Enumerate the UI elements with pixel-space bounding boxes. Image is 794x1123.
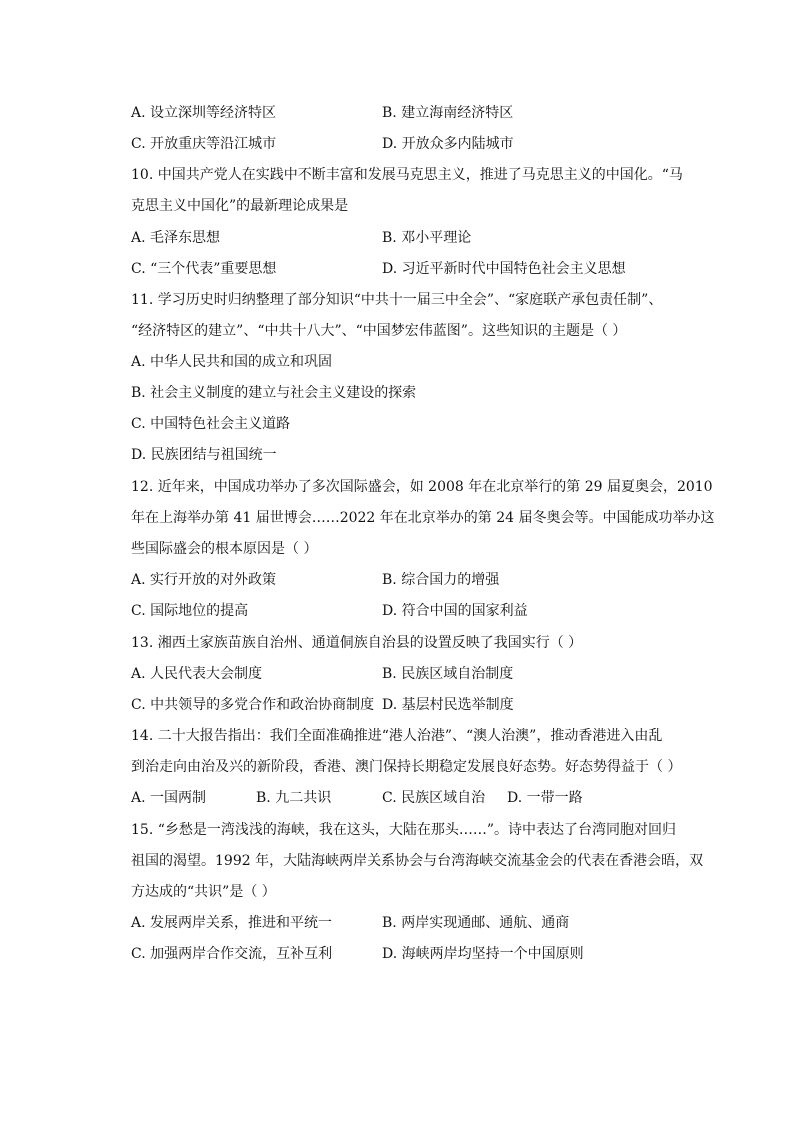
q12-option-b: B. 综合国力的增强 [382,572,500,588]
q14-stem-line2: 到治走向由治及兴的新阶段，香港、澳门保持长期稳定发展良好态势。好态势得益于（ ） [131,759,682,775]
q11-option-c: C. 中国特色社会主义道路 [131,416,291,432]
q10-option-b: B. 邓小平理论 [382,230,472,246]
q12-stem-line2: 年在上海举办第 41 届世博会……2022 年在北京举办的第 24 届冬奥会等。中国能成功举办这 [131,510,715,526]
q12-stem-line1: 12. 近年来，中国成功举办了多次国际盛会，如 2008 年在北京举行的第 29 届夏奥会，2010 [131,479,713,495]
q10-option-a: A. 毛泽东思想 [131,230,221,246]
q11-option-b: B. 社会主义制度的建立与社会主义建设的探索 [131,385,417,401]
q14-option-b: B. 九二共识 [256,790,332,806]
q13-option-b: B. 民族区域自治制度 [382,666,514,682]
q11-option-a: A. 中华人民共和国的成立和巩固 [131,354,333,370]
q14-option-c: C. 民族区域自治 [382,790,486,806]
q10-stem-line1: 10. 中国共产党人在实践中不断丰富和发展马克思主义，推进了马克思主义的中国化。“马 [131,167,683,183]
q15-option-b: B. 两岸实现通邮、通航、通商 [382,915,570,931]
q10-option-d: D. 习近平新时代中国特色社会主义思想 [382,261,626,277]
q13-option-c: C. 中共领导的多党合作和政治协商制度 [131,697,375,713]
q12-option-d: D. 符合中国的国家利益 [382,603,528,619]
q11-stem-line1: 11. 学习历史时归纳整理了部分知识“中共十一届三中全会”、“家庭联产承包责任制”、 [131,292,663,308]
q11-stem-line2: “经济特区的建立”、“中共十八大”、“中国梦宏伟蓝图”。这些知识的主题是（ ） [131,323,627,339]
q15-stem-line3: 方达成的“共识”是（ ） [131,884,276,900]
q15-stem-line2: 祖国的渴望。1992 年，大陆海峡两岸关系协会与台湾海峡交流基金会的代表在香港会晤，双 [131,853,704,869]
q9-option-b: B. 建立海南经济特区 [382,105,514,121]
q15-option-d: D. 海峡两岸均坚持一个中国原则 [382,946,584,962]
q9-option-a: A. 设立深圳等经济特区 [131,105,277,121]
q9-option-d: D. 开放众多内陆城市 [382,136,514,152]
q14-option-d: D. 一带一路 [507,790,583,806]
q12-stem-line3: 些国际盛会的根本原因是（ ） [131,541,318,557]
q11-option-d: D. 民族团结与祖国统一 [131,447,277,463]
q15-option-a: A. 发展两岸关系，推进和平统一 [131,915,333,931]
q14-option-a: A. 一国两制 [131,790,207,806]
q13-option-d: D. 基层村民选举制度 [382,697,514,713]
q10-stem-line2: 克思主义中国化”的最新理论成果是 [131,198,349,214]
q14-stem-line1: 14. 二十大报告指出：我们全面准确推进“港人治港”、“澳人治澳”，推动香港进入由乱 [131,728,663,744]
q12-option-c: C. 国际地位的提高 [131,603,249,619]
q10-option-c: C. “三个代表”重要思想 [131,261,277,277]
q13-stem-line1: 13. 湘西土家族苗族自治州、通道侗族自治县的设置反映了我国实行（ ） [131,635,583,651]
q15-option-c: C. 加强两岸合作交流，互补互利 [131,946,333,962]
q9-option-c: C. 开放重庆等沿江城市 [131,136,277,152]
q12-option-a: A. 实行开放的对外政策 [131,572,277,588]
q13-option-a: A. 人民代表大会制度 [131,666,263,682]
q15-stem-line1: 15. “乡愁是一湾浅浅的海峡，我在这头，大陆在那头……”。诗中表达了台湾同胞对回归 [131,822,677,838]
